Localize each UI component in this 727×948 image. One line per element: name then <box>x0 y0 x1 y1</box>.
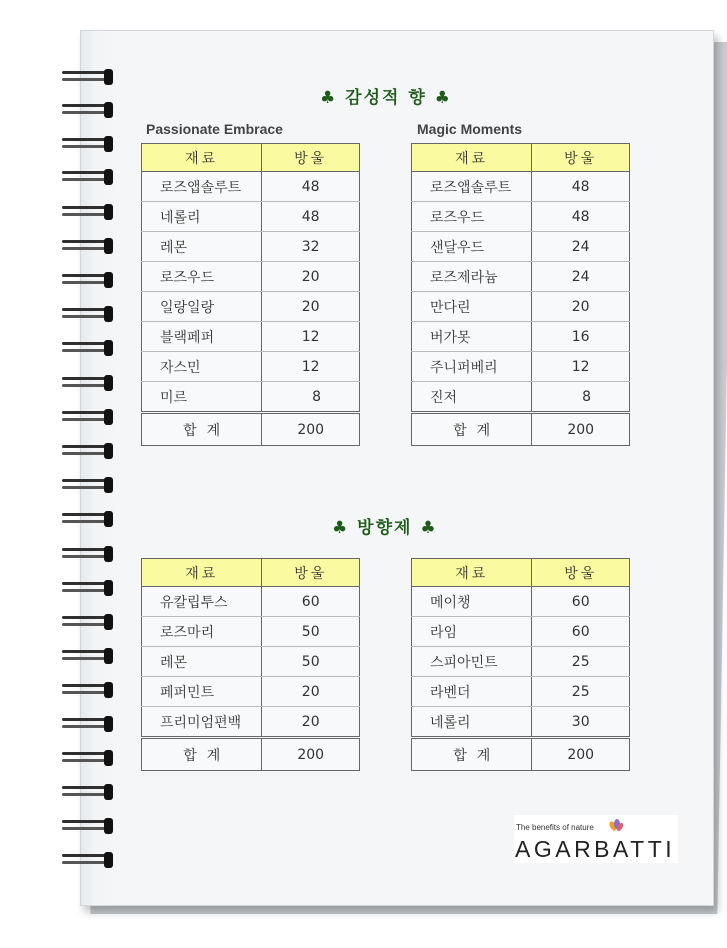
table-row <box>412 172 630 202</box>
section-title-emotional-scent: ♣ 감성적 향 ♣ <box>320 88 452 108</box>
drop-count: 60 <box>262 587 360 617</box>
spiral-ring <box>60 442 116 460</box>
ingredient-name: 레몬 <box>142 232 262 262</box>
spiral-ring <box>60 579 116 597</box>
drop-count: 12 <box>262 322 360 352</box>
ingredient-name: 네롤리 <box>412 707 532 738</box>
drop-count: 20 <box>262 292 360 322</box>
table-row <box>142 587 360 617</box>
table-row <box>412 232 630 262</box>
table-row <box>142 352 360 382</box>
ingredient-name: 네롤리 <box>142 202 262 232</box>
header-ingredient: 재료 <box>142 559 262 587</box>
ingredient-name: 스피아민트 <box>412 647 532 677</box>
drop-count: 48 <box>262 172 360 202</box>
table-row <box>412 617 630 647</box>
ingredient-name: 로즈앱솔루트 <box>412 172 532 202</box>
header-drops: 방울 <box>532 559 630 587</box>
drop-count: 32 <box>262 232 360 262</box>
drop-count: 48 <box>532 172 630 202</box>
table-row <box>142 322 360 352</box>
total-row <box>142 413 360 446</box>
table-header-row <box>142 144 360 172</box>
spiral-ring <box>60 817 116 835</box>
spiral-ring <box>60 613 116 631</box>
header-drops: 방울 <box>262 559 360 587</box>
spiral-ring <box>60 135 116 153</box>
ingredient-name: 샌달우드 <box>412 232 532 262</box>
header-drops: 방울 <box>262 144 360 172</box>
spiral-ring <box>60 168 116 186</box>
table-row <box>412 262 630 292</box>
caption-passionate-embrace: Passionate Embrace <box>146 121 283 137</box>
drop-count: 60 <box>532 587 630 617</box>
total-value: 200 <box>532 738 630 771</box>
spiral-ring <box>60 305 116 323</box>
total-label: 합계 <box>142 413 262 446</box>
total-value: 200 <box>532 413 630 446</box>
header-ingredient: 재료 <box>412 559 532 587</box>
table-row <box>142 172 360 202</box>
total-row <box>142 738 360 771</box>
table-header-row <box>412 559 630 587</box>
total-label: 합계 <box>412 413 532 446</box>
ingredient-name: 라벤더 <box>412 677 532 707</box>
spiral-ring <box>60 647 116 665</box>
recipe-table-freshener-2 <box>411 558 630 771</box>
drop-count: 12 <box>262 352 360 382</box>
ingredient-name: 블랙페퍼 <box>142 322 262 352</box>
header-ingredient: 재료 <box>412 144 532 172</box>
table-row <box>412 382 630 413</box>
drop-count: 48 <box>532 202 630 232</box>
table-row <box>142 262 360 292</box>
ingredient-name: 로즈앱솔루트 <box>142 172 262 202</box>
spiral-ring <box>60 374 116 392</box>
caption-magic-moments: Magic Moments <box>417 121 523 137</box>
table-row <box>412 707 630 738</box>
spiral-ring <box>60 68 116 86</box>
drop-count: 20 <box>532 292 630 322</box>
ingredient-name: 진저 <box>412 382 532 413</box>
ingredient-name: 프리미엄편백 <box>142 707 262 738</box>
logo-brand: AGARBATTI <box>515 836 676 862</box>
spiral-ring <box>60 237 116 255</box>
table-row <box>142 647 360 677</box>
spiral-ring <box>60 715 116 733</box>
drop-count: 8 <box>532 382 630 413</box>
recipe-table-magic-moments <box>411 143 630 446</box>
drop-count: 25 <box>532 647 630 677</box>
drop-count: 25 <box>532 677 630 707</box>
spiral-ring <box>60 749 116 767</box>
ingredient-name: 유칼립투스 <box>142 587 262 617</box>
table-row <box>142 292 360 322</box>
ingredient-name: 주니퍼베리 <box>412 352 532 382</box>
drop-count: 24 <box>532 262 630 292</box>
total-label: 합계 <box>412 738 532 771</box>
table-row <box>412 322 630 352</box>
agarbatti-logo <box>514 815 678 863</box>
drop-count: 60 <box>532 617 630 647</box>
section-title-air-freshener: ♣ 방향제 ♣ <box>332 518 438 538</box>
spiral-ring <box>60 271 116 289</box>
spiral-ring <box>60 545 116 563</box>
spiral-ring <box>60 783 116 801</box>
drop-count: 24 <box>532 232 630 262</box>
ingredient-name: 로즈우드 <box>412 202 532 232</box>
total-label: 합계 <box>142 738 262 771</box>
total-value: 200 <box>262 738 360 771</box>
ingredient-name: 페퍼민트 <box>142 677 262 707</box>
ingredient-name: 로즈우드 <box>142 262 262 292</box>
table-row <box>412 292 630 322</box>
table-row <box>142 677 360 707</box>
table-row <box>142 202 360 232</box>
table-row <box>142 232 360 262</box>
spiral-ring <box>60 203 116 221</box>
ingredient-name: 버가못 <box>412 322 532 352</box>
header-ingredient: 재료 <box>142 144 262 172</box>
table-header-row <box>142 559 360 587</box>
table-row <box>142 382 360 413</box>
drop-count: 20 <box>262 262 360 292</box>
ingredient-name: 레몬 <box>142 647 262 677</box>
table-row <box>412 647 630 677</box>
drop-count: 16 <box>532 322 630 352</box>
table-row <box>412 352 630 382</box>
drop-count: 20 <box>262 677 360 707</box>
ingredient-name: 일랑일랑 <box>142 292 262 322</box>
recipe-table-passionate-embrace <box>141 143 360 446</box>
drop-count: 50 <box>262 617 360 647</box>
table-row <box>142 617 360 647</box>
spiral-ring <box>60 408 116 426</box>
table-row <box>412 677 630 707</box>
ingredient-name: 만다린 <box>412 292 532 322</box>
total-row <box>412 413 630 446</box>
table-header-row <box>412 144 630 172</box>
spiral-ring <box>60 101 116 119</box>
drop-count: 30 <box>532 707 630 738</box>
drop-count: 12 <box>532 352 630 382</box>
ingredient-name: 미르 <box>142 382 262 413</box>
table-row <box>412 202 630 232</box>
logo-tagline: The benefits of nature <box>516 823 594 832</box>
recipe-table-freshener-1 <box>141 558 360 771</box>
drop-count: 48 <box>262 202 360 232</box>
ingredient-name: 메이챙 <box>412 587 532 617</box>
drop-count: 50 <box>262 647 360 677</box>
ingredient-name: 로즈제라늄 <box>412 262 532 292</box>
spiral-ring <box>60 681 116 699</box>
drop-count: 8 <box>262 382 360 413</box>
header-drops: 방울 <box>532 144 630 172</box>
total-value: 200 <box>262 413 360 446</box>
ingredient-name: 라임 <box>412 617 532 647</box>
spiral-ring <box>60 476 116 494</box>
total-row <box>412 738 630 771</box>
spiral-ring <box>60 851 116 869</box>
table-row <box>142 707 360 738</box>
table-row <box>412 587 630 617</box>
drop-count: 20 <box>262 707 360 738</box>
ingredient-name: 자스민 <box>142 352 262 382</box>
spiral-ring <box>60 510 116 528</box>
ingredient-name: 로즈마리 <box>142 617 262 647</box>
leaf-icon <box>608 818 624 832</box>
spiral-ring <box>60 339 116 357</box>
